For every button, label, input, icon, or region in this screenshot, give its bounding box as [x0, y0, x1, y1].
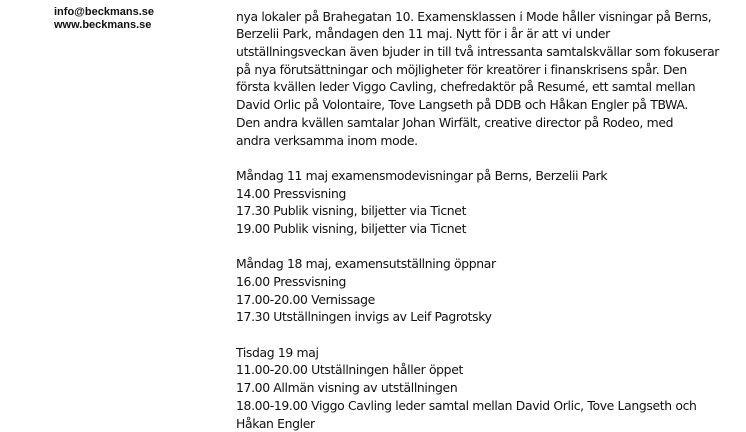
text-line: första kvällen leder Viggo Cavling, chefredaktör på Resumé, ett samtal mellan [236, 78, 736, 96]
contact-info [54, 6, 154, 32]
text-line: nya lokaler på Brahegatan 10. Examensklassen i Mode håller visningar på Berns, [236, 8, 736, 26]
press-release-body [236, 0, 736, 432]
schedule-item: Håkan Engler [236, 415, 736, 432]
schedule-heading: Måndag 11 maj examensmodevisningar på Berns, Berzelii Park [236, 167, 736, 185]
schedule-item: 16.00 Pressvisning [236, 273, 736, 291]
text-line: utställningsveckan även bjuder in till två intressanta samtalskvällar som fokuserar [236, 43, 736, 61]
schedule-item: 14.00 Pressvisning [236, 185, 736, 203]
text-line: David Orlic på Volontaire, Tove Langseth på DDB och Håkan Engler på TBWA. [236, 96, 736, 114]
website-link[interactable]: www.beckmans.se [54, 19, 154, 32]
schedule-item: 11.00-20.00 Utställningen håller öppet [236, 361, 736, 379]
text-line: Den andra kvällen samtalar Johan Wirfält, creative director på Rodeo, med [236, 114, 736, 132]
text-line: andra verksamma inom mode. [236, 132, 736, 150]
paragraph-gap [236, 238, 736, 256]
schedule-item: 19.00 Publik visning, biljetter via Ticnet [236, 220, 736, 238]
text-line: Berzelii Park, måndagen den 11 maj. Nytt för i år är att vi under [236, 25, 736, 43]
schedule-day-2 [236, 255, 736, 326]
schedule-heading: Tisdag 19 maj [236, 344, 736, 362]
schedule-item: 18.00-19.00 Viggo Cavling leder samtal mellan David Orlic, Tove Langseth och [236, 397, 736, 415]
intro-paragraph [236, 8, 736, 150]
paragraph-gap [236, 149, 736, 167]
schedule-item: 17.30 Publik visning, biljetter via Ticnet [236, 202, 736, 220]
schedule-day-3 [236, 344, 736, 432]
paragraph-gap [236, 326, 736, 344]
schedule-item: 17.00-20.00 Vernissage [236, 291, 736, 309]
partial-top-line [236, 0, 736, 8]
email-link[interactable]: info@beckmans.se [54, 6, 154, 19]
schedule-item: 17.30 Utställningen invigs av Leif Pagrotsky [236, 308, 736, 326]
text-line: på nya förutsättningar och möjligheter för kreatörer i finanskrisens spår. Den [236, 61, 736, 79]
schedule-day-1 [236, 167, 736, 238]
schedule-item: 17.00 Allmän visning av utställningen [236, 379, 736, 397]
schedule-heading: Måndag 18 maj, examensutställning öppnar [236, 255, 736, 273]
